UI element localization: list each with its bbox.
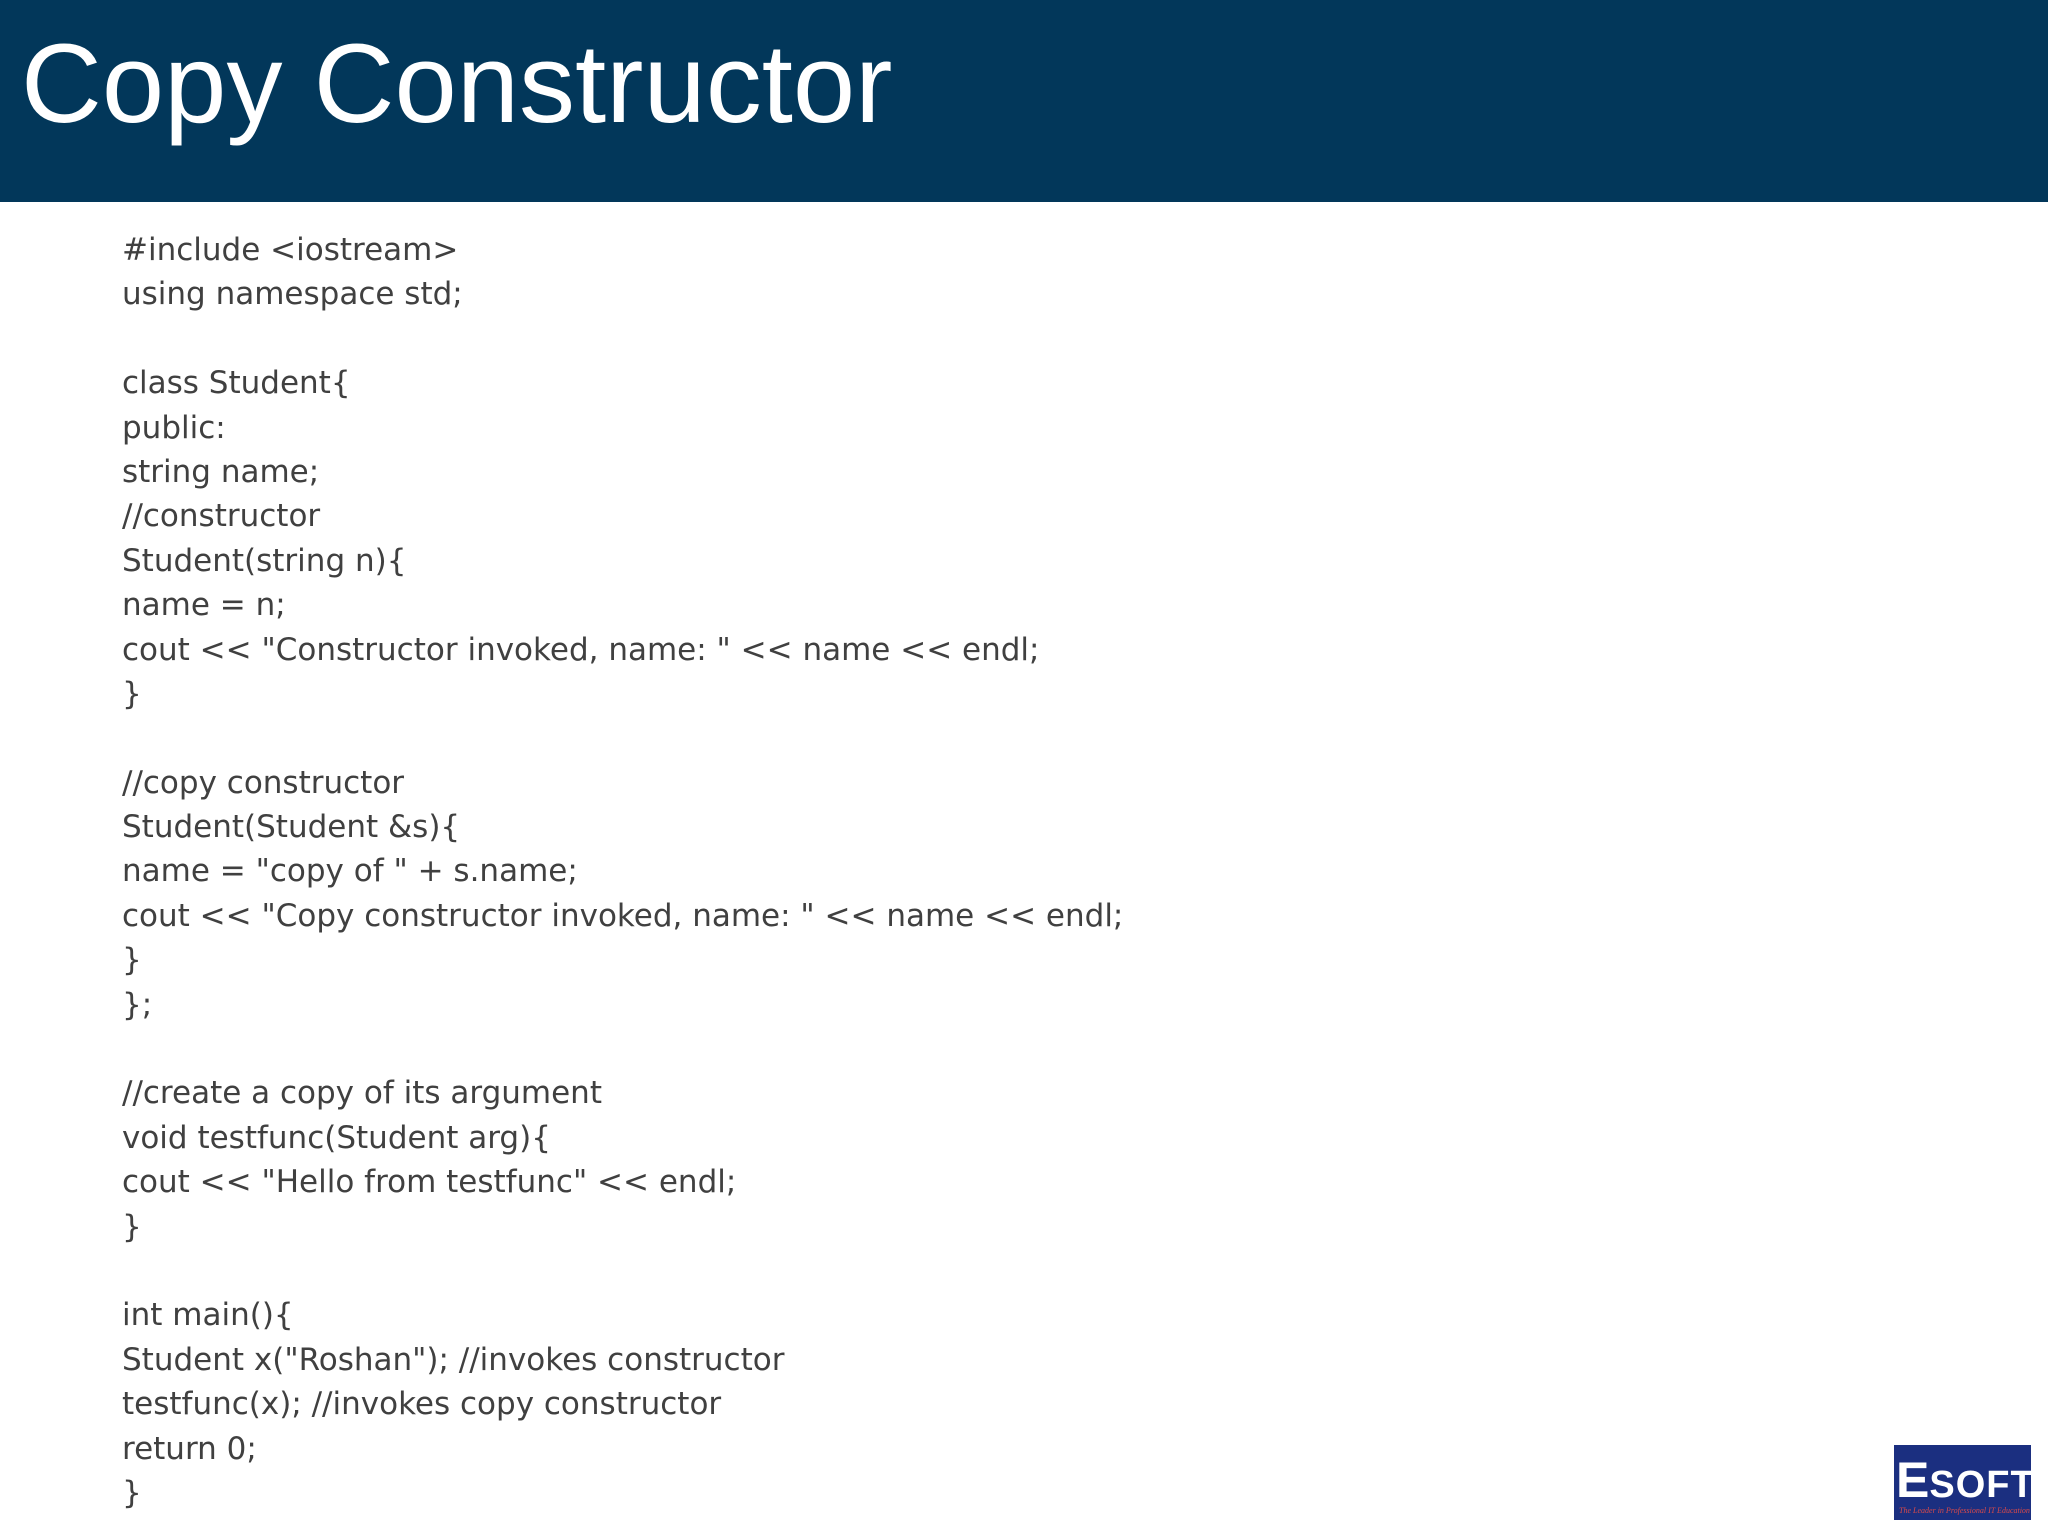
code-line	[122, 716, 1522, 760]
code-line: int main(){	[122, 1297, 294, 1334]
code-line: cout << "Constructor invoked, name: " << name << endl;	[122, 631, 1040, 668]
code-line: class Student{	[122, 365, 351, 402]
code-line: cout << "Hello from testfunc" << endl;	[122, 1164, 737, 1201]
code-line: }	[122, 942, 142, 979]
code-line: Student(Student &s){	[122, 809, 461, 846]
logo-letters-soft: SOFT	[1929, 1464, 2035, 1506]
code-line: //constructor	[122, 498, 321, 535]
code-line: }	[122, 675, 142, 712]
code-line: #include <iostream>	[122, 232, 459, 268]
logo-letter-e: E	[1896, 1452, 1930, 1508]
code-line	[122, 1249, 1522, 1293]
logo-tagline: The Leader in Professional IT Education	[1899, 1506, 2030, 1515]
code-line: return 0;	[122, 1430, 257, 1467]
code-line: void testfunc(Student arg){	[122, 1119, 551, 1156]
code-line: cout << "Copy constructor invoked, name: " << name << endl;	[122, 897, 1124, 934]
code-line: //copy constructor	[122, 764, 405, 801]
code-line: Student x("Roshan"); //invokes constructor	[122, 1341, 785, 1378]
code-line	[122, 317, 1522, 361]
code-line: }	[122, 1208, 142, 1245]
code-block	[122, 228, 1522, 1515]
code-line: using namespace std;	[122, 276, 463, 313]
code-line: testfunc(x); //invokes copy constructor	[122, 1386, 722, 1423]
code-line: name = "copy of " + s.name;	[122, 853, 578, 890]
code-line: name = n;	[122, 587, 286, 624]
code-line	[122, 1027, 1522, 1071]
title-bar	[0, 0, 2048, 202]
code-line: //create a copy of its argument	[122, 1075, 602, 1112]
esoft-logo	[1894, 1445, 2035, 1520]
code-line: };	[122, 986, 153, 1023]
code-line: Student(string n){	[122, 542, 407, 579]
code-line: public:	[122, 409, 226, 446]
code-line: }	[122, 1474, 142, 1511]
slide-title: Copy Constructor	[21, 21, 893, 146]
code-line: string name;	[122, 453, 320, 490]
logo-wordmark	[1896, 1451, 2033, 1509]
